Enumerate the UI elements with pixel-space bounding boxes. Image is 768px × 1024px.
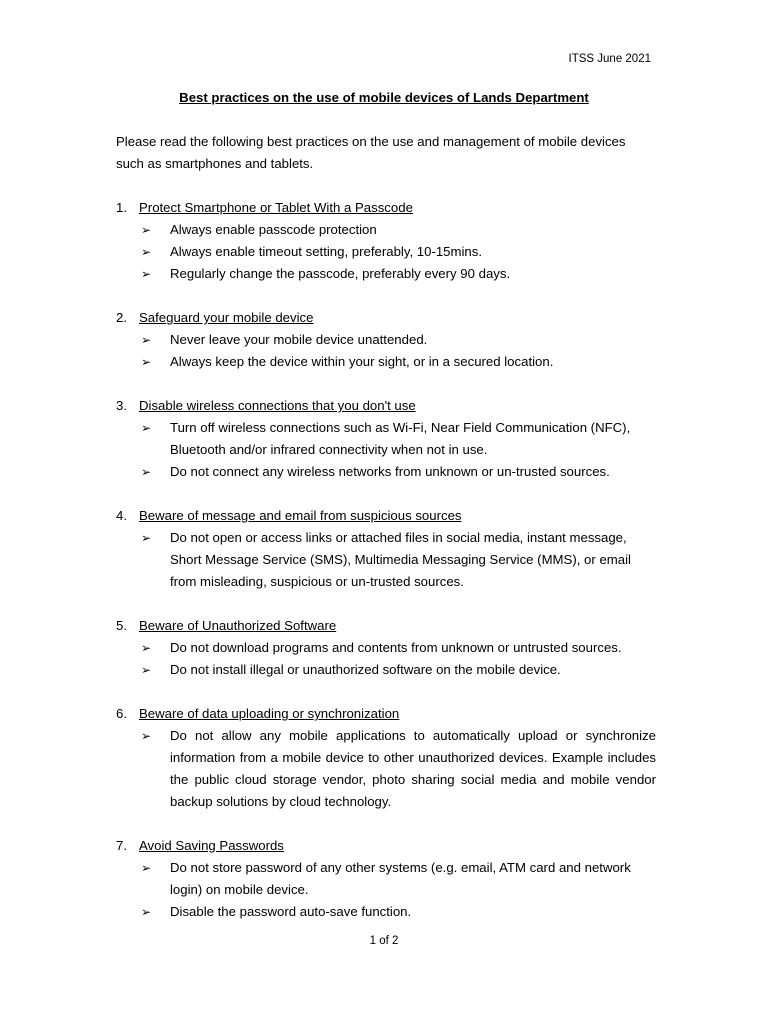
bullet-text: Do not connect any wireless networks from unknown or un-trusted sources.	[170, 464, 610, 479]
arrow-bullet-icon: ➢	[141, 355, 152, 369]
section-heading-row	[116, 703, 656, 725]
bullet-item	[116, 351, 656, 373]
section-heading: Protect Smartphone or Tablet With a Passcode	[139, 200, 413, 215]
practice-section	[116, 395, 656, 483]
arrow-bullet-icon: ➢	[141, 223, 152, 237]
bullet-text: Do not store password of any other systems (e.g. email, ATM card and network login) on mobile device.	[170, 860, 631, 897]
arrow-bullet-icon: ➢	[141, 421, 152, 435]
arrow-bullet-icon: ➢	[141, 641, 152, 655]
section-number: 4.	[116, 508, 127, 523]
section-heading: Beware of Unauthorized Software	[139, 618, 337, 633]
bullet-item	[116, 637, 656, 659]
section-number: 2.	[116, 310, 127, 325]
bullet-text: Do not install illegal or unauthorized software on the mobile device.	[170, 662, 561, 677]
section-heading-row	[116, 615, 656, 637]
arrow-bullet-icon: ➢	[141, 465, 152, 479]
practice-section	[116, 615, 656, 681]
arrow-bullet-icon: ➢	[141, 861, 152, 875]
bullet-text: Turn off wireless connections such as Wi-Fi, Near Field Communication (NFC), Bluetooth and/or infrared connectivity when not in use.	[170, 420, 631, 457]
practice-section	[116, 835, 656, 923]
section-number: 1.	[116, 200, 127, 215]
arrow-bullet-icon: ➢	[141, 663, 152, 677]
bullet-item	[116, 219, 656, 241]
bullet-item	[116, 725, 656, 813]
arrow-bullet-icon: ➢	[141, 267, 152, 281]
bullet-item	[116, 461, 656, 483]
bullet-text: Regularly change the passcode, preferably every 90 days.	[170, 266, 511, 281]
page-number: 1 of 2	[369, 935, 399, 947]
bullet-item	[116, 659, 656, 681]
section-number: 6.	[116, 706, 127, 721]
section-heading: Avoid Saving Passwords	[139, 838, 284, 853]
document-title: Best practices on the use of mobile devices of Lands Department	[179, 90, 589, 105]
bullet-text: Do not allow any mobile applications to automatically upload or synchronize information from a mobile device to other unauthorized devices. Example includes the public cloud storage vendor, photo sharing social media and mobile vendor backup solutions by cloud technology.	[170, 728, 656, 809]
section-heading-row	[116, 835, 656, 857]
bullet-text: Do not download programs and contents from unknown or untrusted sources.	[170, 640, 622, 655]
arrow-bullet-icon: ➢	[141, 905, 152, 919]
bullet-item	[116, 329, 656, 351]
arrow-bullet-icon: ➢	[141, 729, 152, 743]
section-heading: Disable wireless connections that you don't use	[139, 398, 416, 413]
practice-section	[116, 307, 656, 373]
bullet-item	[116, 857, 656, 901]
arrow-bullet-icon: ➢	[141, 531, 152, 545]
bullet-item	[116, 263, 656, 285]
bullet-text: Always keep the device within your sight, or in a secured location.	[170, 354, 554, 369]
section-number: 5.	[116, 618, 127, 633]
section-heading: Safeguard your mobile device	[139, 310, 314, 325]
bullet-item	[116, 527, 656, 593]
bullet-item	[116, 417, 656, 461]
section-heading-row	[116, 505, 656, 527]
section-number: 3.	[116, 398, 127, 413]
section-heading-row	[116, 395, 656, 417]
intro-paragraph: Please read the following best practices on the use and management of mobile devices such as smartphones and tablets.	[116, 134, 626, 171]
section-heading: Beware of data uploading or synchronization	[139, 706, 400, 721]
arrow-bullet-icon: ➢	[141, 245, 152, 259]
bullet-text: Do not open or access links or attached files in social media, instant message, Short Message Service (SMS), Multimedia Messaging Service (MMS), or email from misleading, suspicious or un-trusted sources.	[170, 530, 631, 589]
practice-list	[116, 197, 656, 945]
section-heading: Beware of message and email from suspicious sources	[139, 508, 462, 523]
bullet-text: Disable the password auto-save function.	[170, 904, 412, 919]
bullet-text: Always enable passcode protection	[170, 222, 377, 237]
document-reference: ITSS June 2021	[568, 53, 651, 65]
section-number: 7.	[116, 838, 127, 853]
practice-section	[116, 703, 656, 813]
bullet-item	[116, 901, 656, 923]
bullet-text: Never leave your mobile device unattended.	[170, 332, 428, 347]
arrow-bullet-icon: ➢	[141, 333, 152, 347]
practice-section	[116, 197, 656, 285]
bullet-item	[116, 241, 656, 263]
practice-section	[116, 505, 656, 593]
section-heading-row	[116, 197, 656, 219]
bullet-text: Always enable timeout setting, preferably, 10-15mins.	[170, 244, 483, 259]
section-heading-row	[116, 307, 656, 329]
